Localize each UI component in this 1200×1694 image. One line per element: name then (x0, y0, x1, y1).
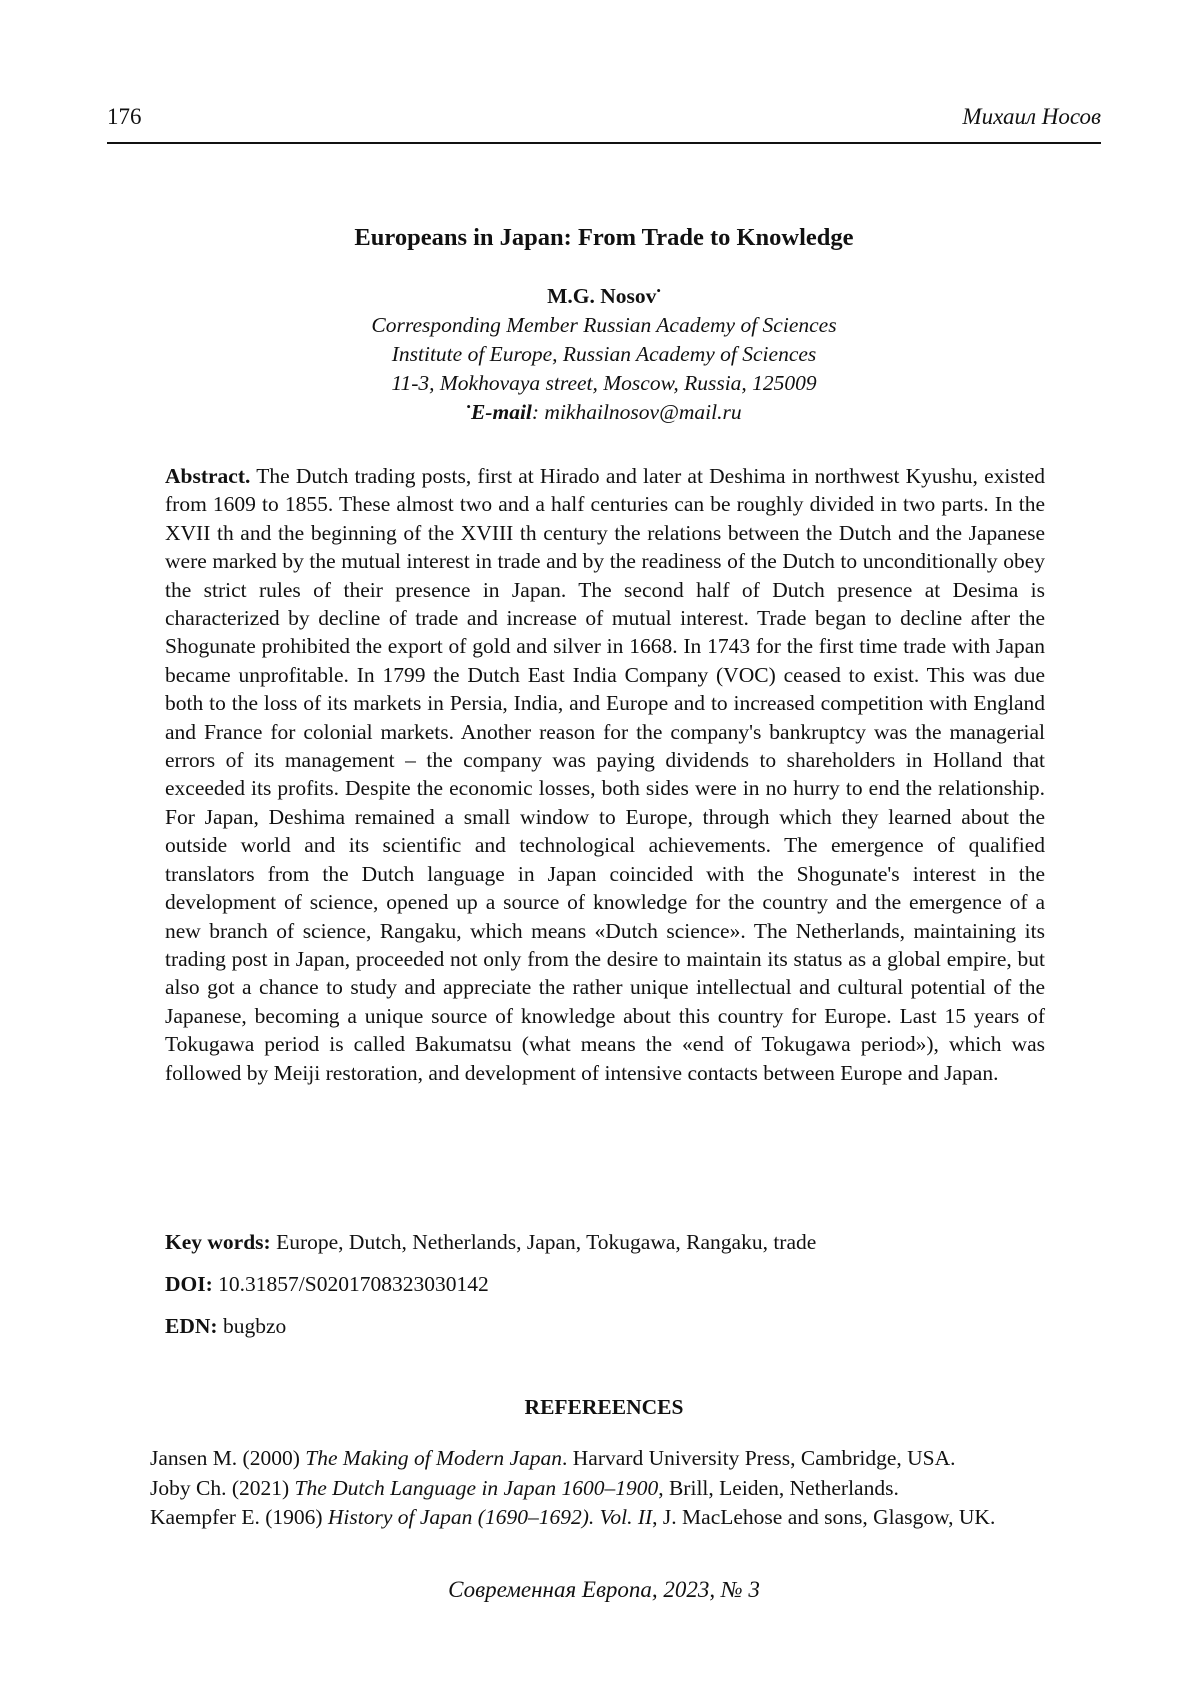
abstract-text: The Dutch trading posts, first at Hirado and later at Deshima in northwest Kyushu, existed from 1609 to 1855. These almost two and a half centuries can be roughly divided in two parts. In the XVII th and the beginning of the XVIII th century the relations between the Dutch and the Japanese were marked by the mutual interest in trade and by the readiness of the Dutch to unconditionally obey the strict rules of their presence in Japan. The second half of Dutch presence at Desima is characterized by decline of trade and increase of mutual interest. Trade began to decline after the Shogunate prohibited the export of gold and silver in 1668. In 1743 for the first time trade with Japan became unprofitable. In 1799 the Dutch East India Company (VOC) ceased to exist. This was due both to the loss of its markets in Persia, India, and Europe and to increased competition with England and France for colonial markets. Another reason for the company's bankruptcy was the managerial errors of its management – the company was paying dividends to shareholders in Holland that exceeded its profits. Despite the economic losses, both sides were in no hurry to end the relationship. For Japan, Deshima remained a small window to Europe, through which they learned about the outside world and its scientific and technological achievements. The emergence of qualified translators from the Dutch language in Japan coincided with the Shogunate's interest in the development of science, opened up a source of knowledge for the country and the emergence of a new branch of science, Rangaku, which means «Dutch science». The Netherlands, maintaining its trading post in Japan, proceeded not only from the desire to maintain its status as a global empire, but also got a chance to study and appreciate the rather unique intellectual and cultural potential of the Japanese, becoming a unique source of knowledge about this country for Europe. Last 15 years of Tokugawa period is called Bakumatsu (what means the «end of Tokugawa period»), which was followed by Meiji restoration, and development of intensive contacts between Europe and Japan. (165, 464, 1045, 1085)
page-number: 176 (107, 104, 142, 129)
reference-authors: Joby Ch. (2021) (150, 1475, 295, 1500)
edn (165, 1314, 1045, 1339)
abstract-label: Abstract. (165, 464, 251, 488)
affiliation-line: 11-3, Mokhovaya street, Moscow, Russia, 125009 (391, 371, 817, 395)
email-address: : mikhailnosov@mail.ru (531, 400, 742, 424)
doi-value: 10.31857/S0201708323030142 (212, 1272, 489, 1296)
reference-item (150, 1503, 1110, 1533)
edn-value: bugbzo (217, 1314, 287, 1338)
email-line (107, 398, 1101, 427)
header-rule (107, 142, 1101, 144)
reference-publisher: , Brill, Leiden, Netherlands. (658, 1475, 899, 1500)
abstract (165, 462, 1045, 1087)
doi-label: DOI: (165, 1272, 213, 1296)
affiliation-line: Institute of Europe, Russian Academy of Sciences (391, 342, 817, 366)
article-title: Europeans in Japan: From Trade to Knowledge (354, 224, 854, 251)
keywords (165, 1230, 1045, 1255)
keywords-text: Europe, Dutch, Netherlands, Japan, Tokugawa, Rangaku, trade (270, 1230, 817, 1254)
email-footnote-mark: • (466, 398, 471, 414)
reference-title: The Dutch Language in Japan 1600–1900 (294, 1475, 659, 1500)
reference-publisher: , J. MacLehose and sons, Glasgow, UK. (652, 1505, 996, 1529)
edn-label: EDN: (165, 1314, 218, 1338)
author-footnote-mark: • (656, 282, 661, 298)
author-line (107, 282, 1101, 311)
author-name: M.G. Nosov (547, 284, 657, 308)
references-list (150, 1444, 1110, 1533)
page-header (107, 104, 1101, 130)
keywords-label: Key words: (165, 1230, 271, 1254)
references-heading: REFEREENCES (524, 1395, 684, 1419)
reference-title: History of Japan (1690–1692). Vol. II (327, 1505, 653, 1529)
reference-item (150, 1474, 1110, 1504)
reference-authors: Jansen M. (2000) (150, 1446, 306, 1470)
reference-title: The Making of Modern Japan (305, 1446, 563, 1470)
email-label: E-mail (470, 400, 532, 424)
doi (165, 1272, 1045, 1297)
affiliation-line: Corresponding Member Russian Academy of Sciences (371, 313, 837, 337)
reference-item (150, 1444, 1110, 1474)
journal-footer: Современная Европа, 2023, № 3 (448, 1577, 760, 1602)
running-head: Михаил Носов (962, 104, 1101, 129)
author-block (107, 282, 1101, 427)
reference-authors: Kaempfer E. (1906) (150, 1505, 328, 1529)
reference-publisher: . Harvard University Press, Cambridge, USA. (562, 1446, 956, 1470)
